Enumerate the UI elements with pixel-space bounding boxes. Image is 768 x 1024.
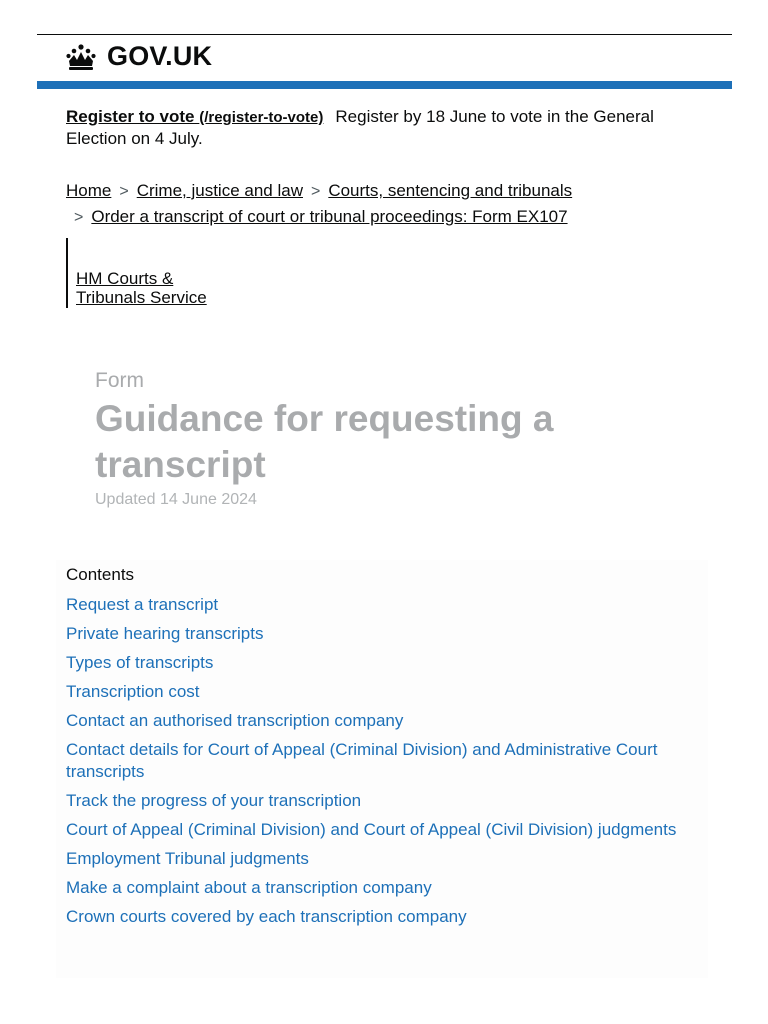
list-item (66, 877, 706, 899)
banner-message: Register by 18 June to vote in the General Election on 4 July. (66, 107, 654, 148)
global-banner (66, 106, 706, 149)
list-item (66, 906, 706, 928)
organisation-link[interactable] (76, 269, 207, 307)
register-link-label: Register to vote (66, 107, 195, 126)
list-item (66, 819, 706, 841)
govuk-logo-text: GOV.UK (107, 41, 213, 71)
crown-icon (65, 43, 97, 71)
organisation-logo (66, 238, 207, 308)
contents-link-contact-court-of-appeal[interactable]: Contact details for Court of Appeal (Criminal Division) and Administrative Court transcripts (66, 740, 658, 781)
govuk-logo-link[interactable] (65, 41, 212, 72)
header-blue-bar (37, 81, 732, 89)
register-to-vote-link[interactable] (66, 107, 323, 126)
govuk-header (37, 34, 732, 89)
contents-link-court-of-appeal-judgments[interactable]: Court of Appeal (Criminal Division) and Court of Appeal (Civil Division) judgments (66, 820, 677, 839)
breadcrumb-crime-justice-law[interactable]: Crime, justice and law (136, 181, 303, 200)
list-item (66, 652, 706, 674)
chevron-right-icon: > (310, 183, 321, 200)
list-item (66, 623, 706, 645)
contents-list (66, 594, 706, 935)
organisation-line2: Tribunals Service (76, 288, 207, 307)
contents-heading: Contents (66, 565, 135, 584)
contents-link-private-hearing[interactable]: Private hearing transcripts (66, 624, 264, 643)
breadcrumb-order-transcript[interactable]: Order a transcript of court or tribunal proceedings: Form EX107 (91, 207, 568, 226)
contents-link-contact-company[interactable]: Contact an authorised transcription company (66, 711, 404, 730)
contents-link-crown-courts[interactable]: Crown courts covered by each transcription company (66, 907, 467, 926)
breadcrumb-courts-sentencing[interactable]: Courts, sentencing and tribunals (328, 181, 573, 200)
breadcrumb (66, 178, 706, 230)
page-title-block (95, 368, 695, 510)
organisation-line1: HM Courts & (76, 269, 174, 288)
list-item (66, 594, 706, 616)
updated-date: Updated 14 June 2024 (95, 491, 257, 508)
contents-link-request-transcript[interactable]: Request a transcript (66, 595, 219, 614)
list-item (66, 739, 706, 783)
page-title: Guidance for requesting a transcript (95, 398, 554, 485)
contents-link-cost[interactable]: Transcription cost (66, 682, 200, 701)
list-item (66, 681, 706, 703)
register-link-path: (/register-to-vote) (199, 109, 324, 126)
contents-link-types[interactable]: Types of transcripts (66, 653, 214, 672)
page-caption: Form (95, 369, 144, 392)
contents-link-employment-tribunal[interactable]: Employment Tribunal judgments (66, 849, 309, 868)
contents-link-track-progress[interactable]: Track the progress of your transcription (66, 791, 362, 810)
contents-link-complaint[interactable]: Make a complaint about a transcription company (66, 878, 432, 897)
breadcrumb-home[interactable]: Home (66, 181, 112, 200)
list-item (66, 848, 706, 870)
list-item (66, 710, 706, 732)
chevron-right-icon: > (119, 183, 129, 200)
list-item (66, 790, 706, 812)
chevron-right-icon: > (74, 209, 84, 226)
